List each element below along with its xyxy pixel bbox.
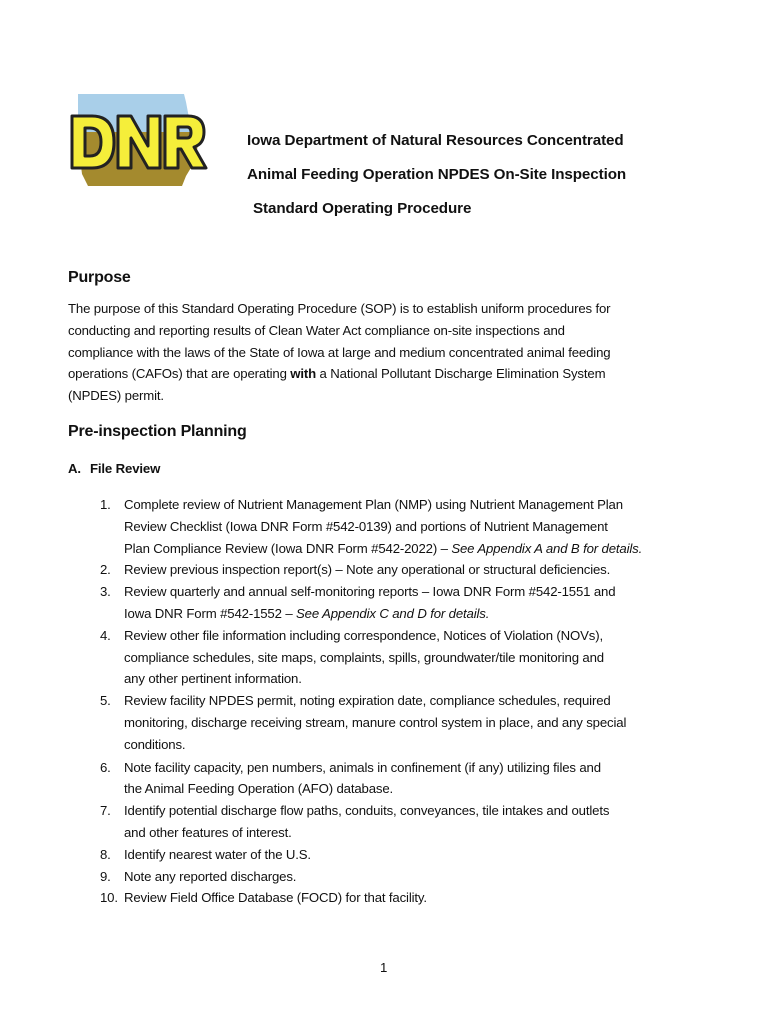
list-item [68, 800, 708, 844]
list-number: 8. [100, 846, 111, 862]
list-line: Note any reported discharges. [124, 868, 297, 884]
list-line: Note facility capacity, pen numbers, animals in confinement (if any) utilizing files and [124, 759, 601, 775]
section-letter: A. [68, 461, 81, 476]
list-number: 3. [100, 584, 111, 600]
list-line: Review facility NPDES permit, noting expiration date, compliance schedules, required [124, 693, 611, 709]
list-number: 5. [100, 693, 111, 709]
list-line: Review Field Office Database (FOCD) for that facility. [124, 890, 427, 906]
list-item [68, 625, 708, 690]
list-line: any other pertinent information. [124, 671, 302, 687]
list-line: Review Checklist (Iowa DNR Form #542-0139) and portions of Nutrient Management [124, 518, 608, 534]
section-title: File Review [90, 461, 161, 476]
file-review-subheading [68, 461, 160, 476]
purpose-line: (NPDES) permit. [68, 388, 164, 404]
list-number: 4. [100, 627, 111, 643]
purpose-line: The purpose of this Standard Operating Procedure (SOP) is to establish uniform procedures for [68, 301, 611, 316]
page-number: 1 [380, 960, 388, 975]
purpose-text: a National Pollutant Discharge Elimination System [316, 366, 606, 382]
list-line: monitoring, discharge receiving stream, manure control system in place, and any special [124, 714, 627, 730]
purpose-paragraph [68, 298, 688, 407]
dnr-logo [68, 92, 210, 190]
list-line: conditions. [124, 736, 186, 752]
list-line: compliance schedules, site maps, complaints, spills, groundwater/tile monitoring and [124, 649, 604, 665]
list-item [68, 494, 708, 559]
list-item [68, 581, 708, 625]
list-line: and other features of interest. [124, 824, 292, 840]
purpose-emphasis: with [290, 366, 317, 382]
preinspection-heading: Pre-inspection Planning [68, 423, 247, 440]
appendix-reference: See Appendix A and B for details. [451, 540, 643, 556]
list-number: 10. [100, 890, 118, 906]
file-review-list [68, 494, 708, 909]
list-item [68, 690, 708, 755]
list-line: Review quarterly and annual self-monitoring reports – Iowa DNR Form #542-1551 and [124, 584, 616, 600]
list-item [68, 844, 708, 866]
purpose-line: compliance with the laws of the State of Iowa at large and medium concentrated animal feeding [68, 344, 611, 360]
purpose-heading: Purpose [68, 269, 131, 286]
list-line: the Animal Feeding Operation (AFO) database. [124, 781, 394, 797]
iowa-map-logo-icon [68, 92, 210, 190]
list-line [124, 538, 708, 560]
list-item [68, 887, 708, 909]
list-text: Plan Compliance Review (Iowa DNR Form #542-2022) – [124, 540, 452, 556]
list-line: Review previous inspection report(s) – Note any operational or structural deficiencies. [124, 562, 611, 578]
list-line [124, 603, 708, 625]
title-line-1: Iowa Department of Natural Resources Concentrated [247, 132, 624, 149]
document-title [247, 124, 707, 226]
list-number: 1. [100, 497, 111, 512]
list-number: 9. [100, 868, 111, 884]
list-line: Complete review of Nutrient Management Plan (NMP) using Nutrient Management Plan [124, 497, 623, 512]
purpose-line-4 [68, 363, 688, 385]
list-line: Identify potential discharge flow paths, conduits, conveyances, tile intakes and outlets [124, 803, 610, 819]
purpose-line: conducting and reporting results of Clean Water Act compliance on-site inspections and [68, 322, 565, 338]
list-item [68, 757, 708, 801]
list-line: Identify nearest water of the U.S. [124, 846, 311, 862]
list-text: Iowa DNR Form #542-1552 – [124, 605, 297, 621]
title-line-3: Standard Operating Procedure [253, 200, 472, 217]
list-number: 7. [100, 803, 111, 819]
purpose-text: operations (CAFOs) that are operating [68, 366, 291, 382]
list-item [68, 866, 708, 888]
list-number: 6. [100, 759, 111, 775]
list-item [68, 559, 708, 581]
title-line-2: Animal Feeding Operation NPDES On-Site Inspection [247, 166, 627, 183]
list-line: Review other file information including correspondence, Notices of Violation (NOVs), [124, 627, 603, 643]
list-number: 2. [100, 562, 111, 578]
appendix-reference: See Appendix C and D for details. [296, 605, 490, 621]
